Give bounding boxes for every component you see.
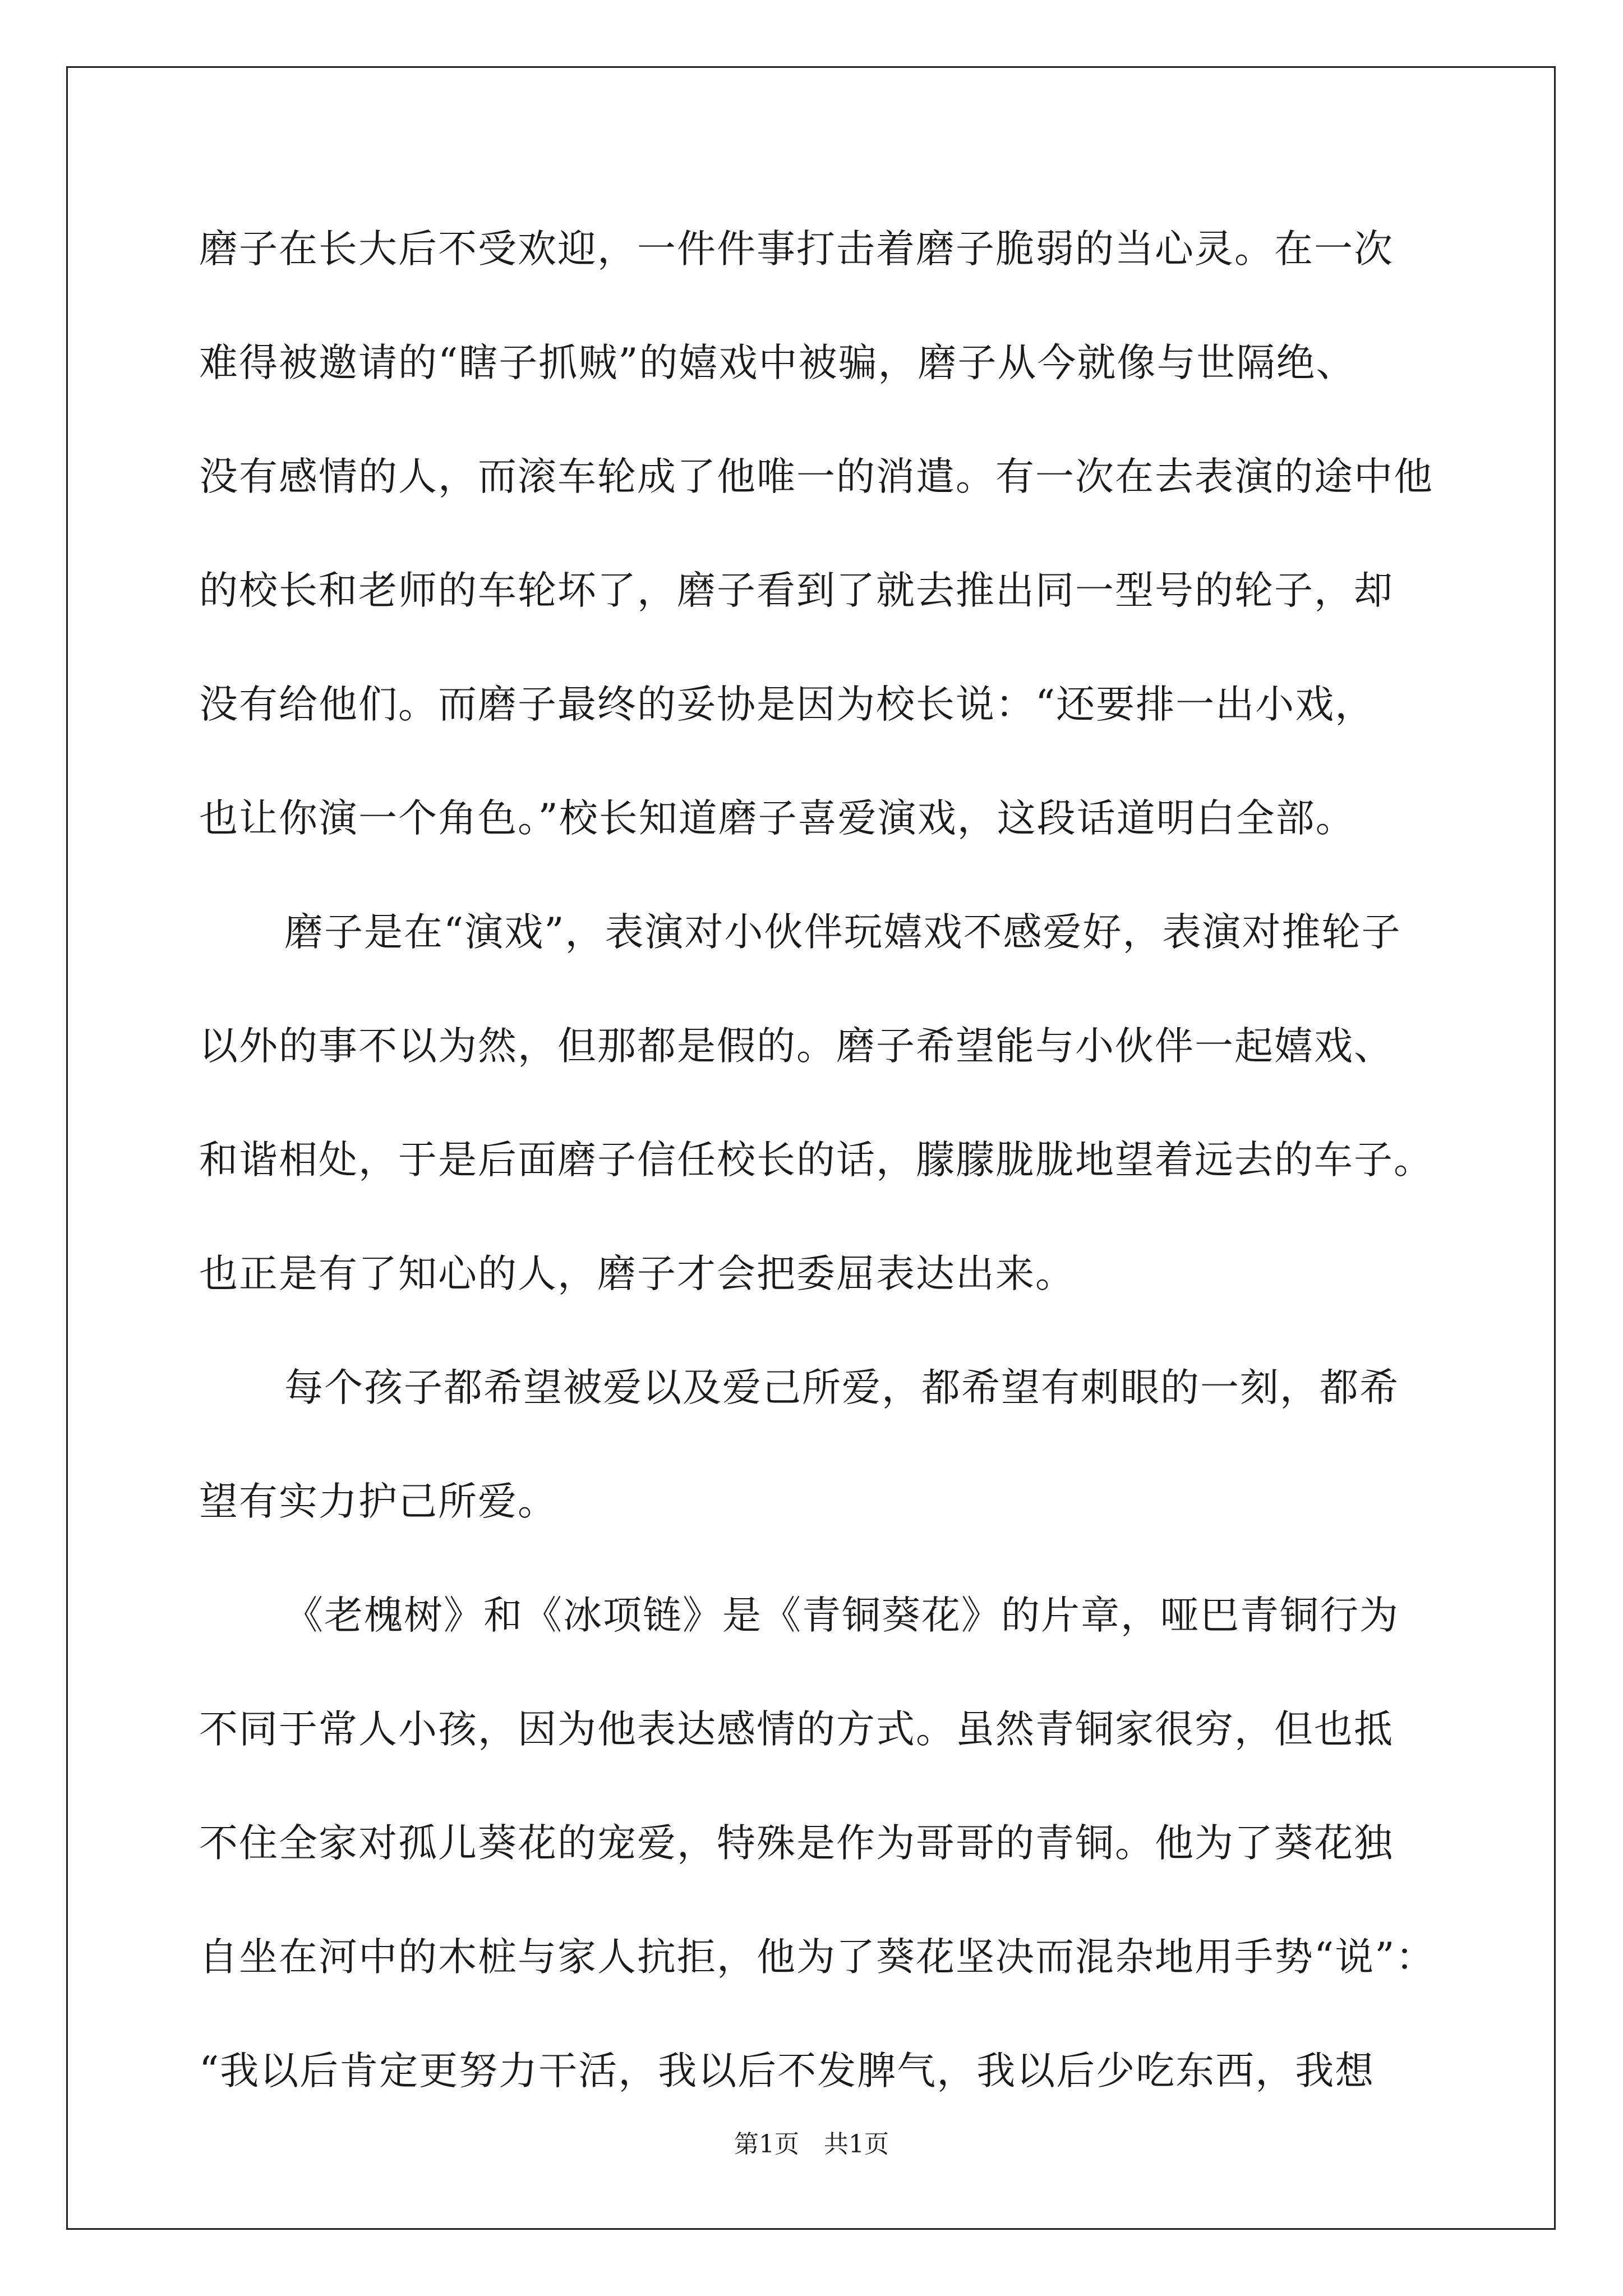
paragraph-line: “我以后肯定更努力干活，我以后不发脾气，我以后少吃东西，我想 [199, 2049, 1375, 2093]
paragraph-line: 以外的事不以为然，但那都是假的。磨子希望能与小伙伴一起嬉戏、 [199, 1024, 1394, 1069]
paragraph-line: 磨子在长大后不受欢迎，一件件事打击着磨子脆弱的当心灵。在一次 [199, 227, 1394, 272]
paragraph-line: 不同于常人小孩，因为他表达感情的方式。虽然青铜家很穷，但也抵 [199, 1707, 1394, 1752]
body-text [199, 211, 1436, 2147]
paragraph-line: 也正是有了知心的人，磨子才会把委屈表达出来。 [199, 1251, 1075, 1296]
paragraph-line: 也让你演一个角色。”校长知道磨子喜爱演戏，这段话道明白全部。 [199, 796, 1355, 841]
paragraph-line: 不住全家对孤儿葵花的宠爱，特殊是作为哥哥的青铜。他为了葵花独 [199, 1821, 1394, 1866]
paragraph-line: 和谐相处，于是后面磨子信任校长的话，朦朦胧胧地望着远去的车子。 [199, 1138, 1433, 1182]
paragraph-line: 没有给他们。而磨子最终的妥协是因为校长说：“还要排一出小戏， [199, 682, 1375, 727]
paragraph-line: 望有实力护己所爱。 [199, 1479, 557, 1524]
paragraph-line: 自坐在河中的木桩与家人抗拒，他为了葵花坚决而混杂地用手势“说”： [199, 1935, 1436, 1980]
paragraph-line: 的校长和老师的车轮坏了，磨子看到了就去推出同一型号的轮子，却 [199, 568, 1394, 613]
page-number-footer: 第1页 共1页 [734, 2130, 889, 2159]
paragraph-line: 没有感情的人，而滚车轮成了他唯一的消遣。有一次在去表演的途中他 [199, 454, 1433, 499]
paragraph-line: 难得被邀请的“瞎子抓贼”的嬉戏中被骗，磨子从今就像与世隔绝、 [199, 341, 1356, 385]
paragraph-first-line: 每个孩子都希望被爱以及爱己所爱，都希望有刺眼的一刻，都希 [284, 1365, 1399, 1410]
paragraph-first-line: 《老槐树》和《冰项链》是《青铜葵花》的片章，哑巴青铜行为 [284, 1593, 1399, 1638]
paragraph-first-line: 磨子是在“演戏”，表演对小伙伴玩嬉戏不感爱好，表演对推轮子 [284, 910, 1401, 955]
